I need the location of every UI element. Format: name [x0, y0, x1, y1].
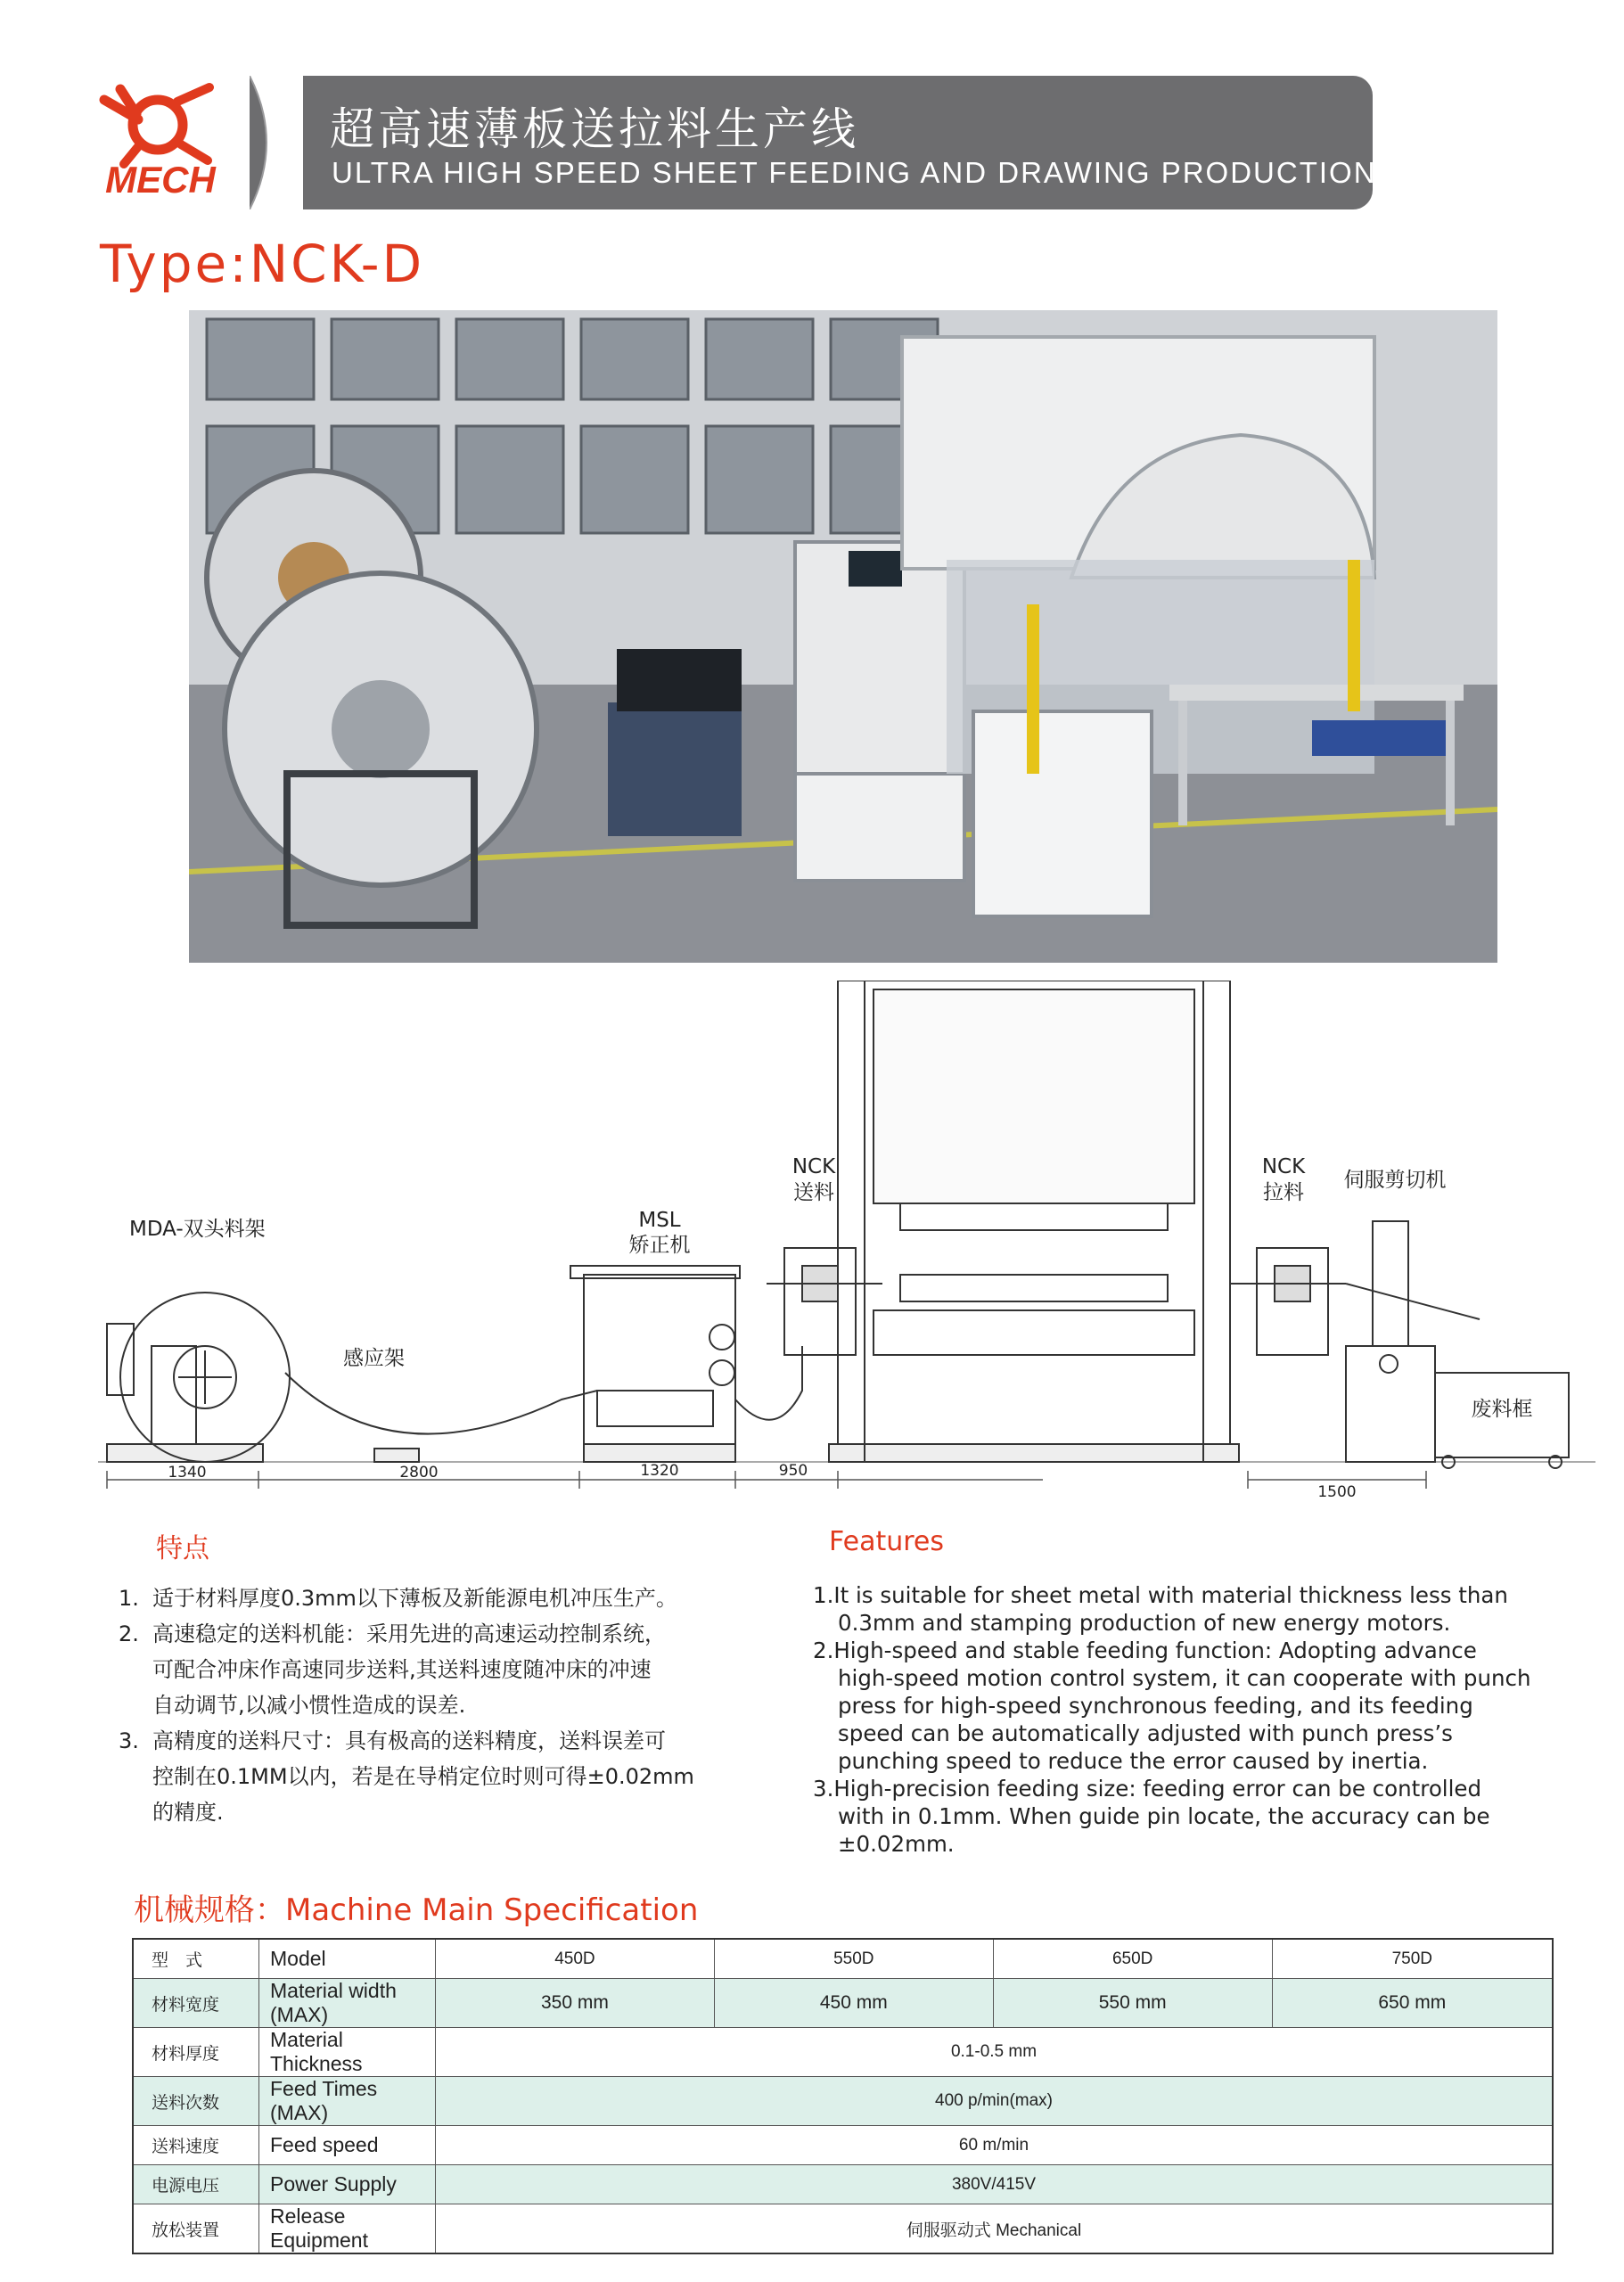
features-cn-item: 3. 高精度的送料尺寸：具有极高的送料精度，送料误差可: [119, 1728, 666, 1753]
features-en-list: 1.It is suitable for sheet metal with material thickness less than 0.3mm and stamping production of new energy motors. 2.High-speed and stable feeding function: Adopting advance high-speed motion control system, it can cooperate with punch press for high-speed synchronous feeding, and its feeding speed can be automatically adjusted with punch press’s punching speed to reduce the error caused by inertia. 3.High-precision feeding size: feeding error can be controlled with in 0.1mm. When guide pin locate, the accuracy can be ±0.02mm.: [813, 1581, 1546, 1858]
mech-logo: [85, 82, 236, 198]
features-en-item: 1.It is suitable for sheet metal with material thickness less than: [813, 1582, 1508, 1608]
dimension-2800: 2800: [399, 1464, 439, 1482]
label-msl: MSL: [638, 1209, 681, 1232]
production-line-diagram: [98, 981, 1595, 1515]
logo-wordmark: MECH: [105, 159, 216, 198]
dimension-950: 950: [778, 1462, 808, 1480]
label-straightener: 矫正机: [628, 1234, 691, 1257]
label-decoiler: MDA-双头料架: [129, 1218, 266, 1241]
banner-notch: [250, 76, 303, 209]
dimension-1320: 1320: [640, 1462, 679, 1480]
dimension-1340: 1340: [168, 1464, 207, 1482]
features-en-item: 3.High-precision feeding size: feeding error can be controlled: [813, 1776, 1482, 1802]
label-sensor-frame: 感应架: [343, 1347, 405, 1370]
straightener-drawing: [570, 1266, 802, 1462]
factory-photo: [189, 310, 1497, 963]
label-scrap-bin: 废料框: [1471, 1398, 1533, 1421]
label-servo-shear: 伺服剪切机: [1343, 1169, 1447, 1192]
table-row: 送料次数 Feed Times (MAX) 400 p/min(max): [133, 2077, 1553, 2126]
table-row: 电源电压 Power Supply 380V/415V: [133, 2165, 1553, 2204]
label-nck-pull-2: 拉料: [1263, 1181, 1304, 1204]
nck-puller-drawing: [1230, 1248, 1346, 1355]
title-english: ULTRA HIGH SPEED SHEET FEEDING AND DRAWING PRODUCTION LINE: [332, 156, 1460, 189]
factory-production-line-photo: [189, 310, 1497, 963]
dimension-1500: 1500: [1317, 1483, 1357, 1501]
features-cn-item: 2. 高速稳定的送料机能：采用先进的高速运动控制系统，: [119, 1621, 666, 1646]
features-en-heading: Features: [829, 1526, 944, 1557]
decoiler-drawing: [107, 1293, 290, 1462]
title-chinese: 超高速薄板送拉料生产线: [330, 103, 859, 155]
features-cn-heading: 特点: [156, 1533, 209, 1564]
table-row: 材料宽度 Material width (MAX) 350 mm 450 mm 550 mm 650 mm: [133, 1979, 1553, 2028]
label-nck-feed-2: 送料: [793, 1181, 834, 1204]
table-row: 放松装置 Release Equipment 伺服驱动式 Mechanical: [133, 2204, 1553, 2254]
press-drawing: [829, 981, 1239, 1462]
table-row: 材料厚度 Material Thickness 0.1-0.5 mm: [133, 2028, 1553, 2077]
features-en-item: 2.High-speed and stable feeding function: Adopting advance: [813, 1638, 1477, 1663]
servo-shear-drawing: [1346, 1221, 1480, 1462]
type-label: Type:NCK-D: [100, 234, 425, 294]
spec-heading: 机械规格：Machine Main Specification: [134, 1892, 699, 1928]
spec-table: [132, 1938, 1554, 2254]
features-cn-item: 1. 适于材料厚度0.3mm以下薄板及新能源电机冲压生产。: [119, 1586, 677, 1611]
table-row: 送料速度 Feed speed 60 m/min: [133, 2126, 1553, 2165]
table-row: 型 式 Model 450D 550D 650D 750D: [133, 1939, 1553, 1979]
label-nck-feed-1: NCK: [791, 1155, 836, 1178]
features-cn-list: 1. 适于材料厚度0.3mm以下薄板及新能源电机冲压生产。 2. 高速稳定的送料机能：采用先进的高速运动控制系统， 可配合冲床作高速同步送料,其送料速度随冲床的冲速 自动调节,以减小惯性造成的误差. 3. 高精度的送料尺寸：具有极高的送料精度，送料误差可 控制在0.1MM以内，若是在导梢定位时则可得±0.02mm 的精度.: [119, 1580, 742, 1830]
label-nck-pull-1: NCK: [1261, 1155, 1306, 1178]
